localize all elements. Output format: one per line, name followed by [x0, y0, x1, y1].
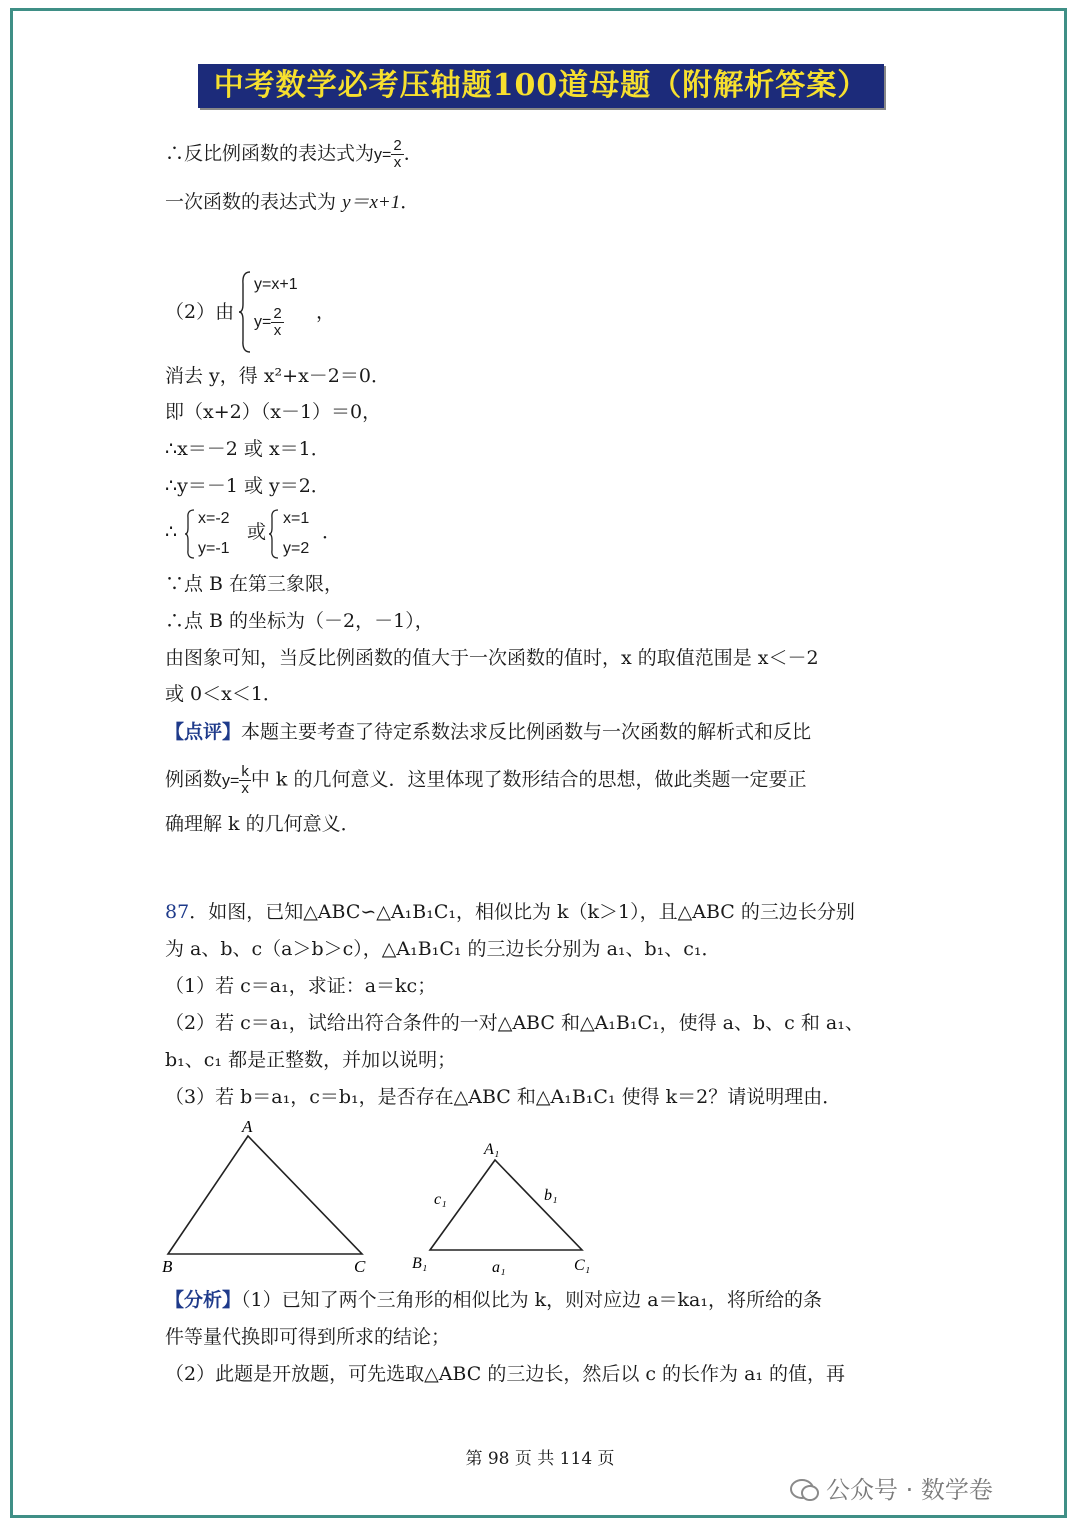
label-c1: c₁ — [434, 1191, 447, 1208]
solution-line-11: 由图象可知，当反比例函数的值大于一次函数的值时，x 的取值范围是 x＜－2 — [165, 647, 819, 669]
text: ， — [316, 301, 336, 323]
question-part-2b: b₁、c₁ 都是正整数，并加以说明； — [165, 1049, 457, 1071]
comment-tag: 【点评】 — [165, 721, 242, 743]
fraction — [239, 764, 251, 797]
label-b1: b₁ — [544, 1187, 558, 1204]
watermark-text: 公众号 · 数学卷 — [826, 1476, 993, 1504]
left-brace-icon — [184, 508, 196, 560]
solution-line-6: ∴x＝－2 或 x＝1． — [165, 438, 330, 460]
question-part-3: （3）若 b＝a₁，c＝b₁，是否存在△ABC 和△A₁B₁C₁ 使得 k＝2？请说明理由． — [165, 1086, 842, 1108]
text: 或 — [247, 521, 267, 543]
solution-line-1 — [165, 138, 423, 171]
system-eq-x: x=-2 — [198, 510, 230, 527]
label-a1: a₁ — [492, 1259, 506, 1276]
label-C1: C₁ — [574, 1257, 591, 1274]
title-banner: 中考数学必考压轴题100道母题（附解析答案） — [198, 64, 884, 108]
analysis-line-1 — [165, 1288, 822, 1312]
solution-line-7: ∴y＝－1 或 y＝2． — [165, 475, 330, 497]
math: y= — [374, 146, 392, 164]
watermark — [790, 1470, 993, 1505]
text: ． — [403, 142, 423, 165]
question-line-1 — [165, 900, 855, 924]
numerator: 2 — [393, 137, 402, 154]
analysis-tag: 【分析】 — [165, 1289, 242, 1311]
fraction — [391, 138, 403, 171]
question-line-2: 为 a、b、c（a＞b＞c），△A₁B₁C₁ 的三边长分别为 a₁、b₁、c₁． — [165, 938, 721, 960]
denominator: x — [393, 154, 402, 171]
numerator: 2 — [273, 305, 282, 322]
text: ． — [400, 191, 420, 213]
system-eq-1: y=x+1 — [254, 276, 298, 293]
comment-line-2 — [165, 764, 806, 797]
question-part-1: （1）若 c＝a₁，求证：a＝kc； — [165, 975, 437, 997]
text: ． — [322, 521, 342, 543]
solution-line-2 — [165, 190, 419, 215]
wechat-icon — [790, 1478, 820, 1502]
label-B: B — [162, 1257, 173, 1276]
label-B1: B₁ — [412, 1255, 428, 1272]
text: 本题主要考查了待定系数法求反比例函数与一次函数的解析式和反比 — [241, 721, 812, 743]
question-number: 87 — [165, 901, 190, 923]
label-A: A — [242, 1117, 253, 1136]
text: ．如图，已知△ABC∽△A₁B₁C₁，相似比为 k（k＞1），且△ABC 的三边长分别 — [189, 901, 855, 923]
analysis-line-3: （2）此题是开放题，可先选取△ABC 的三边长，然后以 c 的长作为 a₁ 的值，再 — [165, 1363, 846, 1385]
system-eq-y: y=2 — [283, 540, 310, 557]
numerator: k — [241, 763, 249, 780]
label-A1: A₁ — [484, 1141, 500, 1158]
analysis-line-2: 件等量代换即可得到所求的结论； — [165, 1326, 451, 1348]
triangle-abc — [168, 1136, 362, 1254]
denominator: x — [241, 780, 249, 797]
system-eq-2 — [254, 306, 284, 339]
solution-line-9: ∵点 B 在第三象限， — [165, 573, 344, 595]
comment-line-1 — [165, 720, 811, 744]
page-number: 第 98 页 共 114 页 — [465, 1449, 615, 1469]
text: ∴ — [165, 521, 178, 543]
left-brace-icon — [238, 270, 252, 354]
solution-line-10: ∴点 B 的坐标为（－2，－1）， — [165, 610, 434, 632]
text: （2）由 — [165, 301, 235, 323]
system-eq-x: x=1 — [283, 510, 310, 527]
solution-line-3 — [165, 300, 234, 324]
math: y＝x+1 — [342, 192, 401, 213]
text: ∴反比例函数的表达式为 — [165, 142, 375, 165]
math: y= — [254, 313, 272, 331]
question-part-2: （2）若 c＝a₁，试给出符合条件的一对△ABC 和△A₁B₁C₁，使得 a、b、c 和 a₁、 — [165, 1012, 864, 1034]
left-brace-icon — [268, 508, 280, 560]
text: 一次函数的表达式为 — [165, 191, 337, 213]
text: 例函数 — [165, 768, 223, 791]
fraction — [271, 306, 283, 339]
solution-line-4: 消去 y，得 x²+x－2＝0． — [165, 365, 390, 387]
system-eq-y: y=-1 — [198, 540, 230, 557]
triangle-figure — [150, 1112, 610, 1282]
math: y= — [222, 772, 240, 790]
label-C: C — [354, 1257, 366, 1276]
solution-line-12: 或 0＜x＜1． — [165, 683, 282, 705]
triangle-a1b1c1 — [430, 1160, 582, 1250]
denominator: x — [273, 322, 282, 339]
text: （1）已知了两个三角形的相似比为 k，则对应边 a＝ka₁，将所给的条 — [241, 1289, 822, 1311]
comment-line-3: 确理解 k 的几何意义． — [165, 813, 360, 835]
solution-line-5: 即（x+2）（x－1）＝0， — [165, 401, 382, 423]
text: 中 k 的几何意义．这里体现了数形结合的思想，做此类题一定要正 — [250, 768, 807, 791]
